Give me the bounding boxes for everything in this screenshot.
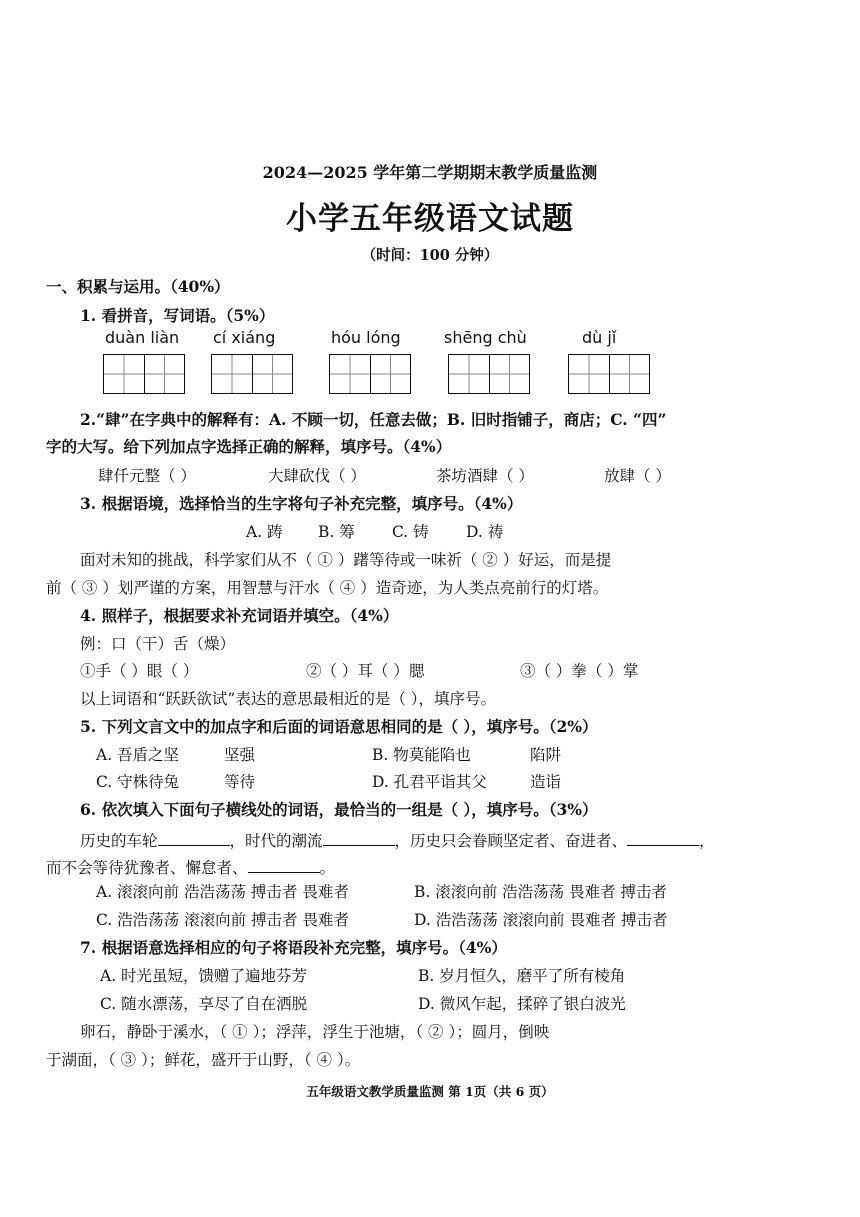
q5-option-word: 坚强 [224, 746, 256, 764]
q7-option: C. 随水漂荡，享尽了自在洒脱 [100, 995, 308, 1013]
time-limit: （时间：100 分钟） [361, 247, 499, 264]
pinyin-text: hóu lóng [331, 328, 401, 347]
q7-option: A. 时光虽短，馈赠了遍地芬芳 [100, 967, 308, 985]
q6-segment: ，时代的潮流 [229, 832, 323, 850]
q3-option: A. 踌 [246, 523, 283, 541]
q6-prompt: 6. 依次填入下面句子横线处的词语，最恰当的一组是（ ），填序号。（3%） [80, 800, 598, 819]
q4-item: ②（ ）耳（ ）腮 [306, 662, 425, 680]
page-footer: 五年级语文教学质量监测 第 1页（共 6 页） [306, 1084, 554, 1099]
q3-prompt: 3. 根据语境，选择恰当的生字将句子补充完整，填序号。（4%） [80, 494, 523, 513]
q5-option-word: 陷阱 [530, 746, 562, 764]
writing-grid[interactable] [211, 354, 293, 394]
q4-question: 以上词语和“跃跃欲试”表达的意思最相近的是（ ），填序号。 [80, 690, 497, 708]
exam-header: 2024—2025 学年第二学期期末教学质量监测 [262, 163, 598, 182]
q5-option-word: 等待 [224, 773, 256, 791]
q6-segment: ， [699, 832, 715, 850]
q6-segment: ，历史只会眷顾坚定者、奋进者、 [394, 832, 628, 850]
pinyin-text: cí xiáng [213, 328, 276, 347]
writing-grid[interactable] [568, 354, 650, 394]
q7-passage-line1: 卵石，静卧于溪水，（ ① ）；浮萍，浮生于池塘，（ ② ）；圆月，倒映 [80, 1023, 550, 1041]
writing-grid[interactable] [103, 354, 185, 394]
q6-segment: 。 [319, 859, 336, 877]
q4-item: ③（ ）拳（ ）掌 [520, 662, 639, 680]
fill-blank[interactable] [158, 829, 230, 846]
q5-option-word: 造诣 [530, 773, 562, 791]
q3-option: C. 铸 [392, 523, 429, 541]
q6-sentence-line2 [46, 856, 335, 878]
pinyin-text: duàn liàn [105, 328, 180, 347]
page-title: 小学五年级语文试题 [286, 201, 574, 237]
q4-example: 例：口（干）舌（燥） [80, 635, 236, 653]
q5-option: C. 守株待兔 [96, 773, 180, 791]
q2-item: 茶坊酒肆（ ） [436, 467, 534, 485]
q6-sentence-line1 [80, 829, 715, 851]
fill-blank[interactable] [627, 829, 699, 846]
q2-prompt-line2: 字的大写。给下列加点字选择正确的解释，填序号。（4%） [46, 437, 452, 456]
q6-option: B. 滚滚向前 浩浩荡荡 畏难者 搏击者 [414, 883, 668, 901]
q6-option: C. 浩浩荡荡 滚滚向前 搏击者 畏难者 [96, 911, 349, 929]
q2-item: 大肆砍伐（ ） [268, 467, 366, 485]
pinyin-text: shēng chù [444, 328, 527, 347]
q7-passage-line2: 于湖面，（ ③ ）；鲜花，盛开于山野，（ ④ ）。 [46, 1051, 361, 1069]
q7-option: D. 微风乍起，揉碎了银白波光 [418, 995, 626, 1013]
writing-grid[interactable] [448, 354, 530, 394]
q3-passage-line1: 面对未知的挑战，科学家们从不（ ① ）躇等待或一味祈（ ② ）好运，而是提 [80, 551, 612, 569]
q2-item: 放肆（ ） [604, 467, 671, 485]
q3-option: B. 筹 [318, 523, 355, 541]
q6-option: A. 滚滚向前 浩浩荡荡 搏击者 畏难者 [96, 883, 349, 901]
q6-segment: 而不会等待犹豫者、懈怠者、 [46, 859, 248, 877]
pinyin-text: dù jǐ [582, 328, 617, 347]
q5-prompt: 5. 下列文言文中的加点字和后面的词语意思相同的是（ ），填序号。（2%） [80, 717, 598, 736]
q6-segment: 历史的车轮 [80, 832, 158, 850]
q2-prompt-line1: 2.“肆”在字典中的解释有：A. 不顾一切，任意去做；B. 旧时指铺子，商店；C. “四” [80, 410, 667, 429]
q5-option: A. 吾盾之坚 [96, 746, 180, 764]
q3-option: D. 祷 [466, 523, 504, 541]
q5-option: D. 孔君平诣其父 [372, 773, 487, 791]
q7-prompt: 7. 根据语意选择相应的句子将语段补充完整，填序号。（4%） [80, 938, 507, 957]
q5-option: B. 物莫能陷也 [372, 746, 471, 764]
q4-prompt: 4. 照样子，根据要求补充词语并填空。（4%） [80, 606, 399, 625]
q4-item: ①手（ ）眼（ ） [80, 662, 199, 680]
writing-grid[interactable] [329, 354, 411, 394]
fill-blank[interactable] [323, 829, 395, 846]
q1-prompt: 1. 看拼音，写词语。（5%） [80, 306, 275, 325]
q2-item: 肆仟元整（ ） [98, 467, 196, 485]
section-heading: 一、积累与运用。（40%） [46, 277, 230, 296]
q6-option: D. 浩浩荡荡 滚滚向前 畏难者 搏击者 [414, 911, 668, 929]
q3-passage-line2: 前（ ③ ）划严谨的方案，用智慧与汗水（ ④ ）造奇迹，为人类点亮前行的灯塔。 [46, 579, 609, 597]
q7-option: B. 岁月恒久，磨平了所有棱角 [418, 967, 626, 985]
fill-blank[interactable] [248, 856, 320, 873]
